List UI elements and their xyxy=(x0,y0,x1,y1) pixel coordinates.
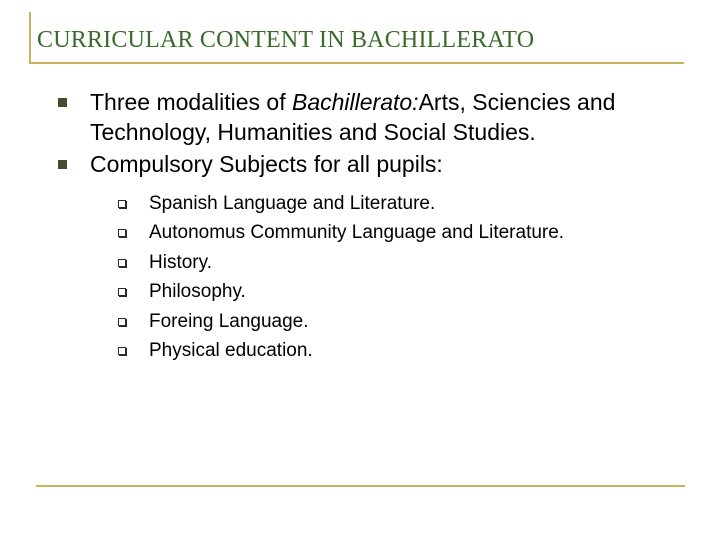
bullet-compulsory-text: Compulsory Subjects for all pupils: xyxy=(90,151,443,177)
subject-list xyxy=(118,189,686,366)
subject-item xyxy=(118,277,686,307)
subject-label: Physical education. xyxy=(149,340,313,361)
subject-label: Autonomus Community Language and Literature. xyxy=(149,222,565,243)
footer-rule xyxy=(36,485,685,487)
hollow-square-bullet-icon xyxy=(118,229,126,237)
subject-label: Philosophy. xyxy=(149,281,246,302)
hollow-square-bullet-icon xyxy=(118,259,126,267)
slide-title: CURRICULAR CONTENT IN BACHILLERATO xyxy=(37,27,535,53)
hollow-square-bullet-icon xyxy=(118,288,126,296)
bullet-compulsory xyxy=(56,150,686,366)
bullet-modalities-italic: Bachillerato: xyxy=(291,89,419,115)
square-bullet-icon xyxy=(58,160,67,169)
bullet-list xyxy=(56,88,686,366)
square-bullet-icon xyxy=(58,98,67,107)
bullet-modalities xyxy=(56,88,686,147)
title-underline-rule xyxy=(29,62,684,64)
hollow-square-bullet-icon xyxy=(118,318,126,326)
subject-item xyxy=(118,218,686,248)
subject-item xyxy=(118,189,686,219)
hollow-square-bullet-icon xyxy=(118,347,126,355)
subject-label: History. xyxy=(149,251,212,273)
subject-label: Foreing Language. xyxy=(149,310,309,332)
bullet-modalities-prefix: Three modalities of xyxy=(90,89,292,115)
subject-label: Spanish Language and Literature. xyxy=(149,192,436,214)
title-vertical-rule xyxy=(29,12,31,64)
hollow-square-bullet-icon xyxy=(118,200,126,208)
subject-item xyxy=(118,248,686,278)
subject-item xyxy=(118,336,686,366)
subject-item xyxy=(118,307,686,337)
bullet-modalities-suffix: Arts, Sciencies and Technology, Humanities and Social Studies. xyxy=(90,89,616,145)
